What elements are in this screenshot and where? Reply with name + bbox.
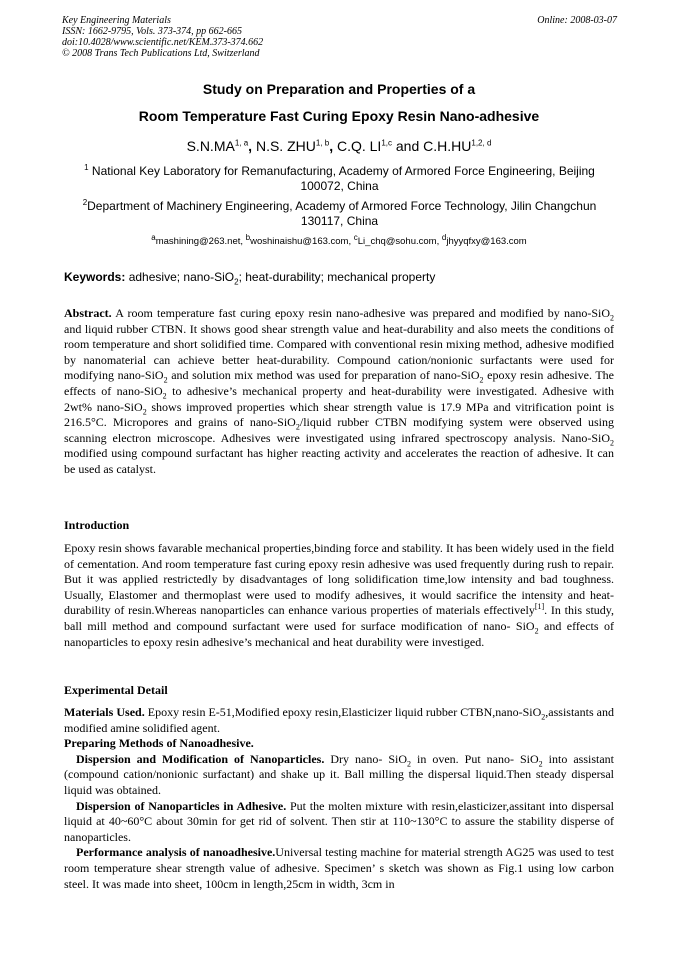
introduction-heading: Introduction xyxy=(64,518,130,532)
affiliation-2-text: Department of Machinery Engineering, Academy of Armored Force Technology, Jilin Changchun 130117, China xyxy=(87,199,597,228)
journal-copyright: © 2008 Trans Tech Publications Ltd, Switzerland xyxy=(62,48,260,59)
author-4: C.H.HU xyxy=(423,138,472,154)
affiliation-1-text: National Key Laboratory for Remanufacturing, Academy of Armored Force Engineering, Beijing 100072, China xyxy=(91,164,595,193)
email-c[interactable]: Li_chq@sohu.com xyxy=(357,236,437,247)
abstract-label: Abstract. xyxy=(64,306,112,320)
dispersion-in-adhesive: Dispersion of Nanoparticles in Adhesive. Put the molten mixture with resin,elasticizer,assitant into dispersal liquid at 40~60°C about 30min for get rid of solvent. Then stir at 110~130°C to assure the stability disperse of nanoparticles. xyxy=(64,798,615,844)
keywords-text-2: ; heat-durability; mechanical property xyxy=(238,270,436,284)
author-1: S.N.MA xyxy=(186,138,235,154)
journal-doi: doi:10.4028/www.scientific.net/KEM.373-374.662 xyxy=(62,37,264,48)
citation-1[interactable]: [1] xyxy=(534,602,545,612)
author-emails: $^a$mashining@263.net, $^b$woshinaishu@163.com, $^c$Li_chq@sohu.com, $^d$jhyyqfxy@163.com xyxy=(151,232,527,247)
email-a[interactable]: mashining@263.net xyxy=(155,236,241,247)
abstract: Abstract. A room temperature fast curing epoxy resin nano-adhesive was prepared and modified by nano-SiO$_2$ and liquid rubber CTBN. It shows good shear strength value and heat-durability and also meets the conditions of room temperature and short solidified time. Compared with conventional resin mixing method, adhesive modified by nanomaterial can achieve better heat-durability. Compound cation/nonionic surfactants were used for modifying nano-SiO$_2$ and solution mix method was used for preparation of nano-SiO$_2$ epoxy resin adhesive. The effects of nano-SiO$_2$ to adhesive’s mechanical property and heat-durability were investigated. Adhesive with 2wt% nano-SiO$_2$ shows improved properties which shear strength value is 17.9 MPa and vitrification point is 216.5°C. Micropores and grains of nano-SiO$_2$/liquid rubber CTBN modifying system were observed using scanning electron microscope. Adhesives were investigated using infrared spectroscopy analysis. Nano-SiO$_2$ modified using compound surfactant has higher reacting activity and accelerates the reaction of adhesive. It can be used as catalyst. xyxy=(64,306,615,476)
author-2-sup: 1, b xyxy=(315,138,330,148)
online-date: Online: 2008-03-07 xyxy=(537,15,617,26)
dispersion-modification: Dispersion and Modification of Nanoparticles. Dry nano- SiO$_2$ in oven. Put nano- SiO$_2$ into assistant (compound cation/nonionic surfactant) and shake up it. Ball milling the dispersal liquid.Then steady dispersal liquid was obtained. xyxy=(64,751,614,797)
author-3-sup: 1,c xyxy=(381,138,392,148)
author-3: C.Q. LI xyxy=(336,138,382,154)
author-and: and xyxy=(395,138,420,154)
affiliation-2-mark: 2 xyxy=(82,198,88,207)
affiliation-1-mark: 1 xyxy=(84,163,89,172)
author-1-sup: 1, a xyxy=(234,138,249,148)
email-d[interactable]: jhyyqfxy@163.com xyxy=(446,236,527,247)
materials-used: Materials Used. Epoxy resin E-51,Modified epoxy resin,Elasticizer liquid rubber CTBN,nano-SiO$_2$,assistants and modified amine solidified agent. xyxy=(64,705,614,735)
journal-name: Key Engineering Materials xyxy=(62,15,171,26)
experimental-heading: Experimental Detail xyxy=(64,683,168,697)
author-4-sup: 1,2, d xyxy=(471,138,492,148)
keywords-label: Keywords: xyxy=(64,270,126,284)
affiliation-1 xyxy=(62,164,617,194)
email-b[interactable]: woshinaishu@163.com xyxy=(250,236,349,247)
experimental-body xyxy=(64,705,614,892)
keywords: Keywords: adhesive; nano-SiO$_2$; heat-durability; mechanical property xyxy=(64,270,436,287)
paper-title-line1: Study on Preparation and Properties of a xyxy=(202,81,476,97)
journal-header xyxy=(62,15,617,59)
affiliation-2 xyxy=(62,199,617,229)
author-list: S.N.MA$^{1, a}$, N.S. ZHU$^{1, b}$, C.Q. LI$^{1,c}$ and C.H.HU$^{1,2, d}$ xyxy=(186,138,492,154)
author-2: N.S. ZHU xyxy=(255,138,316,154)
paper-title-line2: Room Temperature Fast Curing Epoxy Resin Nano-adhesive xyxy=(138,108,540,124)
performance-analysis: Performance analysis of nanoadhesive.Universal testing machine for material strength AG25 was used to test room temperature shear strength value of adhesive. Specimen’ s sketch was shown as Fig.1 using low carbon steel. It was made into sheet, 100cm in length,25cm in width, 3cm in xyxy=(64,845,614,891)
keywords-text: adhesive; nano-SiO xyxy=(128,270,235,284)
preparing-methods-heading: Preparing Methods of Nanoadhesive. xyxy=(64,736,254,751)
journal-issn: ISSN: 1662-9795, Vols. 373-374, pp 662-665 xyxy=(62,26,242,37)
introduction-body: Epoxy resin shows favarable mechanical properties,binding force and stability. It has been widely used in the field of cementation. And room temperature fast curing epoxy resin adhesive was used frequently during rush to repair. But it was applied restrictedly by disadvantages of long solidification time,low intensity and bad toughness. Usually, Elastomer and thermoplast were used to modify adhesives, it would sacrifice the intensity and heat-durability of resin.Whereas nanoparticles can enhance various properties of materials effectively[1]. In this study, ball mill method and compound surfactant were used for surface modification of nano- SiO$_2$ and effects of nanoparticles to epoxy resin adhesive’s mechanical and heat durability were investiged. xyxy=(64,541,615,649)
